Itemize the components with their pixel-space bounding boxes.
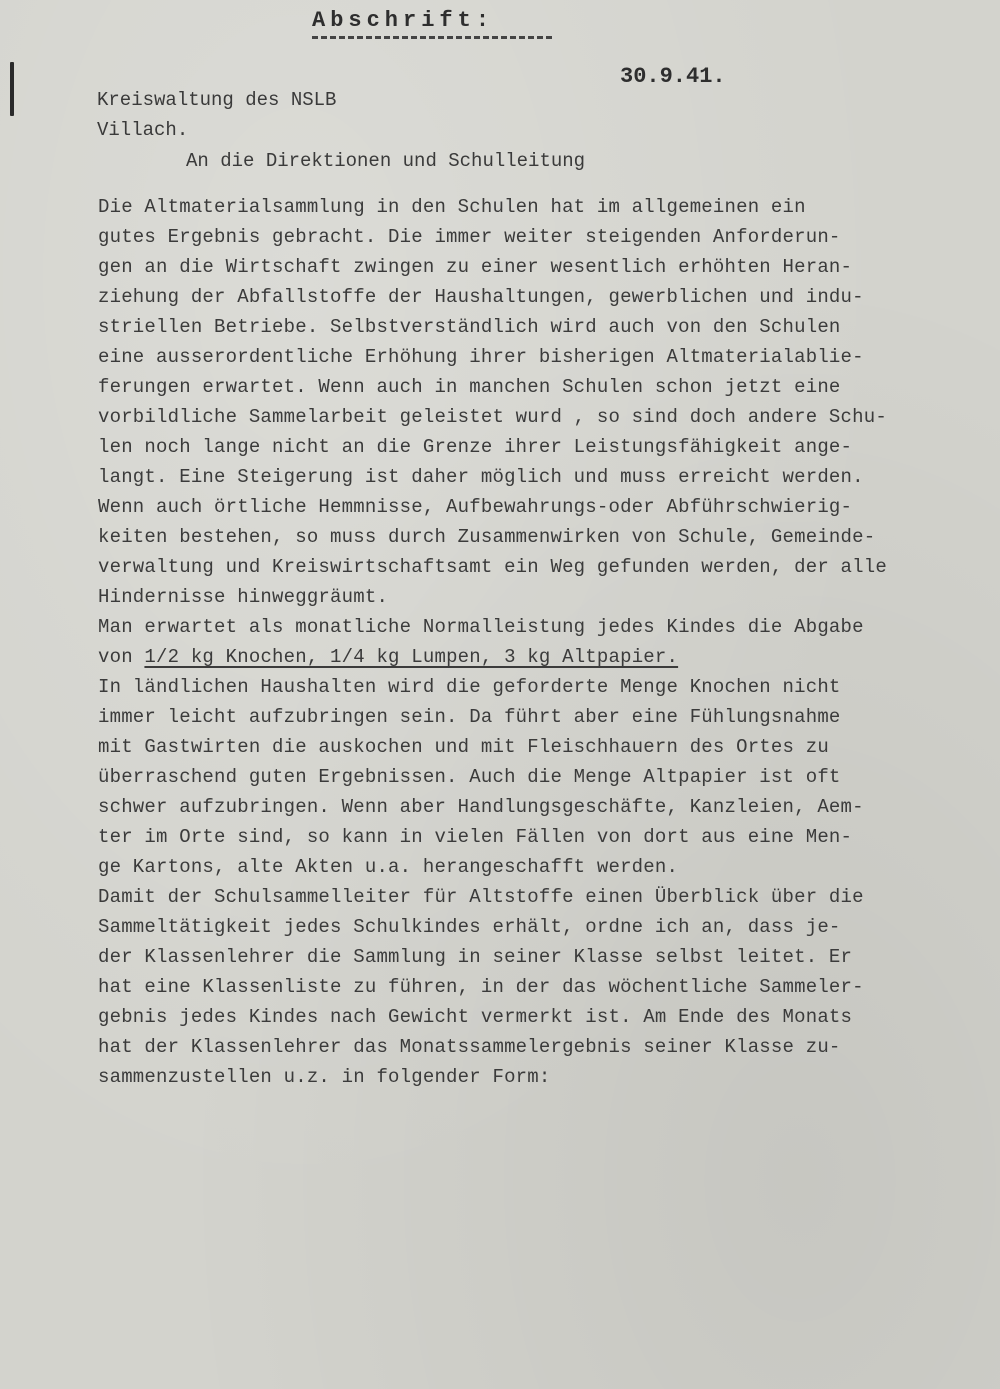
- text-line: Hindernisse hinweggräumt.: [98, 586, 389, 608]
- text-line: Damit der Schulsammelleiter für Altstoffe einen Überblick über die: [98, 886, 864, 908]
- sender-line-1: Kreiswaltung des NSLB: [97, 89, 337, 111]
- letter-body: [98, 192, 958, 1092]
- quota-line: [98, 642, 958, 672]
- sender-line-2: Villach.: [97, 119, 189, 141]
- salutation: An die Direktionen und Schulleitung: [186, 150, 586, 172]
- document-date: 30.9.41.: [620, 64, 726, 89]
- text-line: immer leicht aufzubringen sein. Da führt aber eine Fühlungsnahme: [98, 706, 841, 728]
- text-line: striellen Betriebe. Selbstverständlich wird auch von den Schulen: [98, 316, 841, 338]
- text-line: Man erwartet als monatliche Normalleistung jedes Kindes die Abgabe: [98, 616, 864, 638]
- text-line: len noch lange nicht an die Grenze ihrer Leistungsfähigkeit ange-: [98, 436, 853, 458]
- text-line: gebnis jedes Kindes nach Gewicht vermerkt ist. Am Ende des Monats: [98, 1006, 853, 1028]
- quota-prefix: von: [98, 646, 145, 668]
- text-line: überraschend guten Ergebnissen. Auch die Menge Altpapier ist oft: [98, 766, 841, 788]
- text-line: hat eine Klassenliste zu führen, in der das wöchentliche Sammeler-: [98, 976, 864, 998]
- margin-mark: [10, 62, 14, 116]
- text-line: hat der Klassenlehrer das Monatssammelergebnis seiner Klasse zu-: [98, 1036, 841, 1058]
- text-line: sammenzustellen u.z. in folgender Form:: [98, 1066, 551, 1088]
- text-line: langt. Eine Steigerung ist daher möglich und muss erreicht werden.: [98, 466, 864, 488]
- text-line: verwaltung und Kreiswirtschaftsamt ein Weg gefunden werden, der alle: [98, 556, 887, 578]
- document-heading: Abschrift:: [312, 8, 495, 33]
- heading-underline: [312, 36, 552, 39]
- text-line: schwer aufzubringen. Wenn aber Handlungsgeschäfte, Kanzleien, Aem-: [98, 796, 864, 818]
- text-line: Die Altmaterialsammlung in den Schulen hat im allgemeinen ein: [98, 196, 806, 218]
- text-line: ge Kartons, alte Akten u.a. herangeschafft werden.: [98, 856, 679, 878]
- quota-underlined: 1/2 kg Knochen, 1/4 kg Lumpen, 3 kg Altpapier.: [144, 646, 679, 668]
- sender-block: [97, 85, 336, 145]
- text-line: ferungen erwartet. Wenn auch in manchen Schulen schon jetzt eine: [98, 376, 841, 398]
- text-line: ter im Orte sind, so kann in vielen Fällen von dort aus eine Men-: [98, 826, 853, 848]
- text-line: der Klassenlehrer die Sammlung in seiner Klasse selbst leitet. Er: [98, 946, 853, 968]
- text-line: gutes Ergebnis gebracht. Die immer weiter steigenden Anforderun-: [98, 226, 841, 248]
- text-line: ziehung der Abfallstoffe der Haushaltungen, gewerblichen und indu-: [98, 286, 864, 308]
- text-line: vorbildliche Sammelarbeit geleistet wurd , so sind doch andere Schu-: [98, 406, 887, 428]
- text-line: keiten bestehen, so muss durch Zusammenwirken von Schule, Gemeinde-: [98, 526, 876, 548]
- text-line: In ländlichen Haushalten wird die geforderte Menge Knochen nicht: [98, 676, 841, 698]
- text-line: Wenn auch örtliche Hemmnisse, Aufbewahrungs-oder Abführschwierig-: [98, 496, 853, 518]
- text-line: mit Gastwirten die auskochen und mit Fleischhauern des Ortes zu: [98, 736, 829, 758]
- text-line: Sammeltätigkeit jedes Schulkindes erhält, ordne ich an, dass je-: [98, 916, 841, 938]
- text-line: eine ausserordentliche Erhöhung ihrer bisherigen Altmaterialablie-: [98, 346, 864, 368]
- text-line: gen an die Wirtschaft zwingen zu einer wesentlich erhöhten Heran-: [98, 256, 853, 278]
